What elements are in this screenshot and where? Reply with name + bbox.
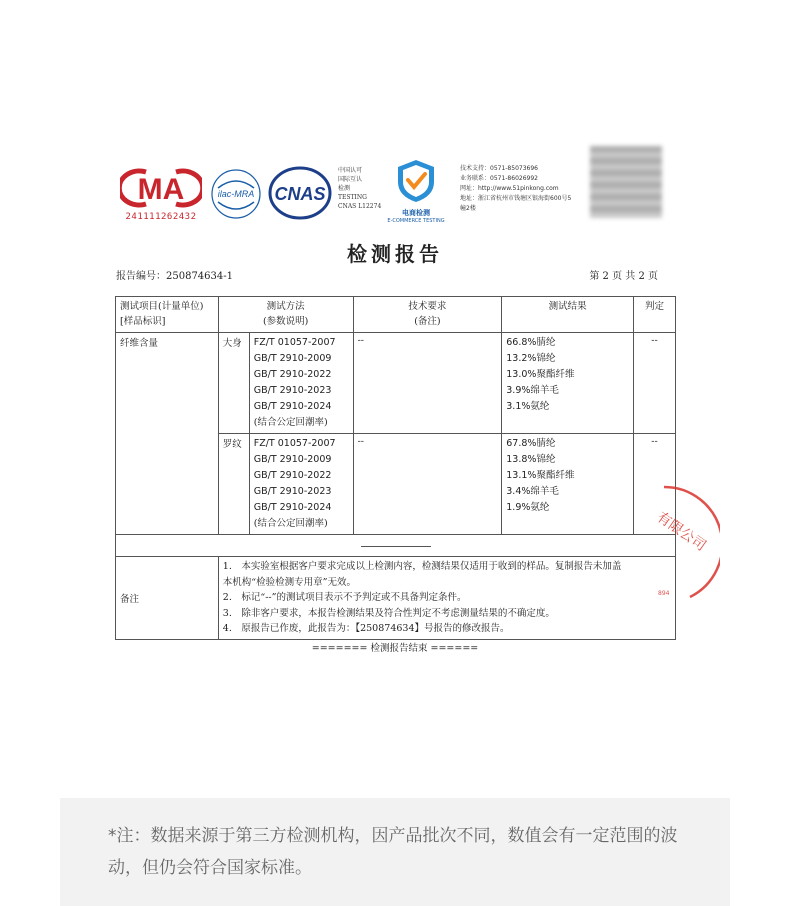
item-name: 纤维含量	[116, 333, 219, 535]
header-judge: 判定	[634, 297, 676, 333]
qr-code-blurred	[590, 146, 662, 218]
seal-number: 894	[658, 590, 670, 597]
notes-label: 备注	[116, 557, 219, 640]
method-list: FZ/T 01057-2007 GB/T 2910-2009 GB/T 2910-2022 GB/T 2910-2023 GB/T 2910-2024 (结合公定回潮率)	[249, 333, 353, 434]
notes-list: 1. 本实验室根据客户要求完成以上检测内容，检测结果仅适用于收到的样品。复制报告未加盖 本机构“检验检测专用章”无效。 2. 标记“--”的测试项目表示不予判定或不具备判定条件。 3. 除非客户要求，本报告检测结果及符合性判定不考虑测量结果的不确定度。 4. 原报告已作废，此报告为：【250874634】号报告的修改报告。	[218, 557, 675, 640]
separator-row	[116, 535, 676, 557]
report-end-marker: ======= 检测报告结束 ======	[311, 643, 479, 654]
report-number: 报告编号：250874634-1	[116, 271, 234, 282]
disclaimer-box	[60, 798, 730, 906]
report-title: 检测报告	[347, 242, 443, 266]
seal-text: 有限公司	[653, 509, 709, 555]
result-list: 67.8%腈纶 13.8%锦纶 13.1%聚酯纤维 3.4%绵羊毛 1.9%氨纶	[502, 434, 634, 535]
judge: --	[634, 333, 676, 434]
cnas-logo	[268, 166, 332, 224]
header-item: 测试项目(计量单位) [样品标识]	[116, 297, 219, 333]
cma-icon	[120, 166, 202, 210]
cma-logo	[120, 166, 202, 222]
disclaimer-text: *注：数据来源于第三方检测机构，因产品批次不同，数值会有一定范围的波动，但仍会符合国家标准。	[108, 826, 678, 878]
header-result: 测试结果	[502, 297, 634, 333]
ilac-mra-logo	[210, 168, 262, 224]
part-name: 大身	[218, 333, 249, 434]
cma-letters: MA	[137, 173, 185, 206]
separator-line	[361, 546, 431, 547]
notes-row	[116, 557, 676, 640]
method-list: FZ/T 01057-2007 GB/T 2910-2009 GB/T 2910-2022 GB/T 2910-2023 GB/T 2910-2024 (结合公定回潮率)	[249, 434, 353, 535]
ilac-mra-icon	[210, 168, 262, 220]
ilac-label: ilac-MRA	[217, 189, 255, 199]
cnas-label: CNAS	[274, 184, 326, 204]
judge: --	[634, 434, 676, 535]
part-name: 罗纹	[218, 434, 249, 535]
table-header-row	[116, 297, 676, 333]
header-method: 测试方法 (参数说明)	[218, 297, 353, 333]
ecommerce-testing-logo	[386, 158, 446, 224]
result-list: 66.8%腈纶 13.2%锦纶 13.0%聚酯纤维 3.9%绵羊毛 3.1%氨纶	[502, 333, 634, 434]
table-row	[116, 333, 676, 434]
page-info: 第 2 页 共 2 页	[589, 271, 658, 282]
cnas-icon	[268, 166, 332, 220]
requirement: --	[353, 434, 502, 535]
requirement: --	[353, 333, 502, 434]
cma-number: 241111262432	[125, 212, 197, 222]
ecom-label-cn: 电商检测	[402, 209, 430, 217]
contact-info: 技术支持：0571-85073696 业务联系：0571-86026992 网址：http://www.51pinkong.com 地址：浙江省杭州市钱塘区银海街600号5 幢2楼	[460, 165, 572, 212]
ecom-label-en: E-COMMERCE TESTING	[387, 218, 445, 224]
header-requirement: 技术要求 (备注)	[353, 297, 502, 333]
cnas-accreditation-text: 中国认可 国际互认 检测 TESTING CNAS L12274	[338, 167, 382, 210]
report-header	[120, 146, 680, 226]
report-table	[115, 296, 676, 640]
shield-check-icon	[394, 158, 438, 204]
